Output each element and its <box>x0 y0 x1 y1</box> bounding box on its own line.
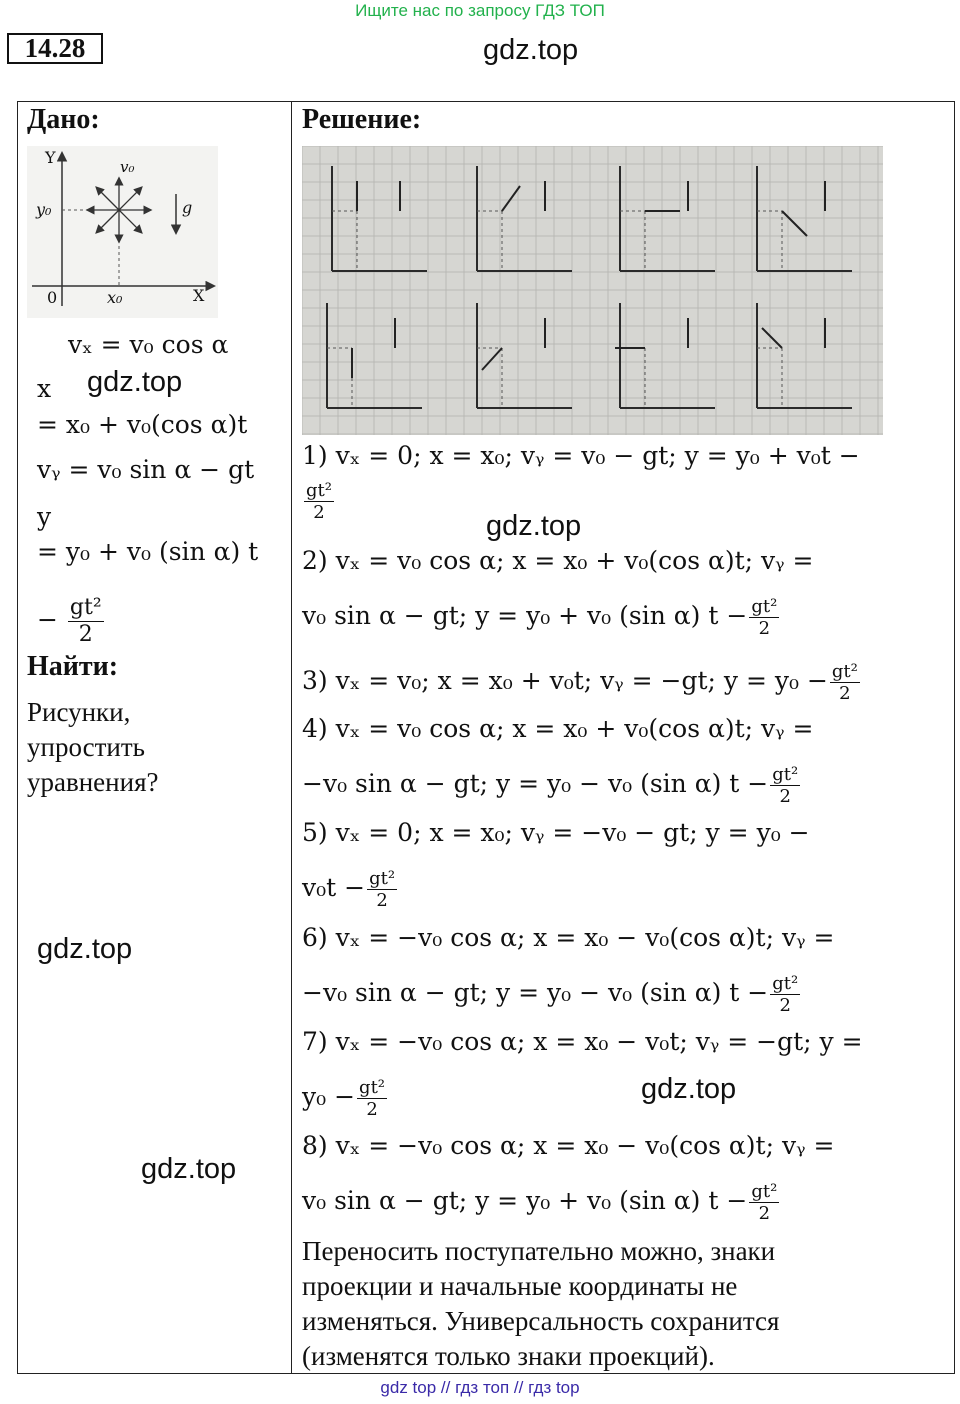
watermark-3: gdz.top <box>141 1153 237 1185</box>
site-title: gdz.top <box>483 34 579 66</box>
given-eq-4: vᵧ = v₀ sin α − gt <box>37 455 255 484</box>
solution-line <box>302 923 834 952</box>
solution-line <box>302 714 813 743</box>
sketch-6 <box>477 303 572 408</box>
find-line-3: уравнения? <box>27 767 159 797</box>
solution-heading: Решение: <box>302 104 422 135</box>
problem-number: 14.28 <box>7 33 103 64</box>
solution-line <box>302 973 802 1016</box>
footer-links[interactable]: gdz top // гдз топ // гдз top <box>380 1378 580 1397</box>
conclusion-line-2: проекции и начальные координаты не <box>302 1271 738 1301</box>
solution-line <box>302 596 781 639</box>
given-eq-2: x <box>37 374 52 403</box>
given-fraction: $\frac{\text{gt²}}{2}$ <box>69 595 102 647</box>
watermark-2: gdz.top <box>37 933 133 965</box>
solution-line-text: 1) vₓ = 0; x = x₀; vᵧ = v₀ − gt; y = y₀ + v₀t − <box>302 441 860 470</box>
v0-label: v₀ <box>120 158 135 176</box>
solution-fraction: $\frac{\text{gt²}}{2}$ <box>359 1077 386 1120</box>
x0-label: x₀ <box>107 288 123 307</box>
conclusion-line-3: изменяться. Универсальность сохранится <box>302 1306 780 1336</box>
sketches-photo <box>302 146 883 435</box>
g-label: g <box>182 198 193 217</box>
solution-line-text: 8) vₓ = −v₀ cos α; x = x₀ − v₀(cos α)t; vᵧ = <box>302 1131 835 1160</box>
solution-line-text: 3) vₓ = v₀; x = x₀ + v₀t; vᵧ = −gt; y = y₀ − <box>302 666 828 695</box>
given-eq-3: = x₀ + v₀(cos α)t <box>37 410 248 439</box>
solution-line <box>302 1027 863 1056</box>
solution-fraction: $\frac{\text{gt²}}{2}$ <box>306 480 332 523</box>
solution-line <box>302 764 802 807</box>
conclusion-line-4: (изменятся только знаки проекций). <box>302 1341 715 1371</box>
axis-x-label: X <box>193 286 205 305</box>
watermark-5: gdz.top <box>641 1073 737 1105</box>
find-heading: Найти: <box>27 651 119 682</box>
solution-line <box>302 480 336 523</box>
solution-line-text: −v₀ sin α − gt; y = y₀ − v₀ (sin α) t − <box>302 769 769 798</box>
solution-fraction: $\frac{\text{gt²}}{2}$ <box>772 764 799 807</box>
given-eq-6: = y₀ + v₀ (sin α) t <box>37 537 259 566</box>
watermark-1: gdz.top <box>87 366 183 398</box>
solution-line-text: 5) vₓ = 0; x = x₀; vᵧ = −v₀ − gt; y = y₀ − <box>302 818 810 847</box>
given-eq-7: − $\frac{\text{gt²}}{2}$ <box>37 595 102 647</box>
solution-line-text: v₀ sin α − gt; y = y₀ + v₀ (sin α) t − <box>302 601 748 630</box>
search-banner[interactable]: Ищите нас по запросу ГДЗ ТОП <box>355 1 605 20</box>
find-line-2: упростить <box>27 732 145 762</box>
solution-line <box>302 818 810 847</box>
watermark-4: gdz.top <box>486 510 582 542</box>
axis-y-label: Y <box>45 148 56 167</box>
sketch-7 <box>615 303 715 408</box>
solution-line <box>302 868 399 911</box>
solution-fraction: $\frac{\text{gt²}}{2}$ <box>369 868 396 911</box>
solution-line <box>302 661 862 704</box>
solution-fraction: $\frac{\text{gt²}}{2}$ <box>751 1181 778 1224</box>
solution-line-text: y₀ − <box>302 1082 356 1111</box>
solution-line-text: 6) vₓ = −v₀ cos α; x = x₀ − v₀(cos α)t; vᵧ = <box>302 923 835 952</box>
solution-line <box>302 1077 389 1120</box>
solution-fraction: $\frac{\text{gt²}}{2}$ <box>831 661 858 704</box>
solution-line <box>302 1181 781 1224</box>
velocity-star <box>88 179 150 241</box>
solution-line-text: v₀ sin α − gt; y = y₀ + v₀ (sin α) t − <box>302 1186 748 1215</box>
solution-line-text: −v₀ sin α − gt; y = y₀ − v₀ (sin α) t − <box>302 978 769 1007</box>
solution-line-text: 7) vₓ = −v₀ cos α; x = x₀ − v₀t; vᵧ = −gt; y = <box>302 1027 863 1056</box>
given-eq-5: y <box>37 502 52 531</box>
solution-line-text: 2) vₓ = v₀ cos α; x = x₀ + v₀(cos α)t; vᵧ = <box>302 546 814 575</box>
solution-line-text: 4) vₓ = v₀ cos α; x = x₀ + v₀(cos α)t; vᵧ = <box>302 714 814 743</box>
given-heading: Дано: <box>27 104 100 135</box>
column-divider <box>291 101 292 1374</box>
sketch-8 <box>757 303 852 408</box>
solution-fraction: $\frac{\text{gt²}}{2}$ <box>751 596 778 639</box>
given-eq-1: vₓ = v₀ cos α <box>68 330 229 359</box>
solution-line-text: v₀t − <box>302 873 366 902</box>
solution-line <box>302 441 860 470</box>
y0-label: y₀ <box>36 200 52 219</box>
hand-drawn-sketches <box>302 146 883 435</box>
solution-line <box>302 1131 834 1160</box>
origin-label: 0 <box>47 288 58 307</box>
find-line-1: Рисунки, <box>27 697 131 727</box>
conclusion-line-1: Переносить поступательно можно, знаки <box>302 1236 776 1266</box>
solution-line <box>302 546 813 575</box>
solution-fraction: $\frac{\text{gt²}}{2}$ <box>772 973 799 1016</box>
given-diagram <box>27 146 218 318</box>
